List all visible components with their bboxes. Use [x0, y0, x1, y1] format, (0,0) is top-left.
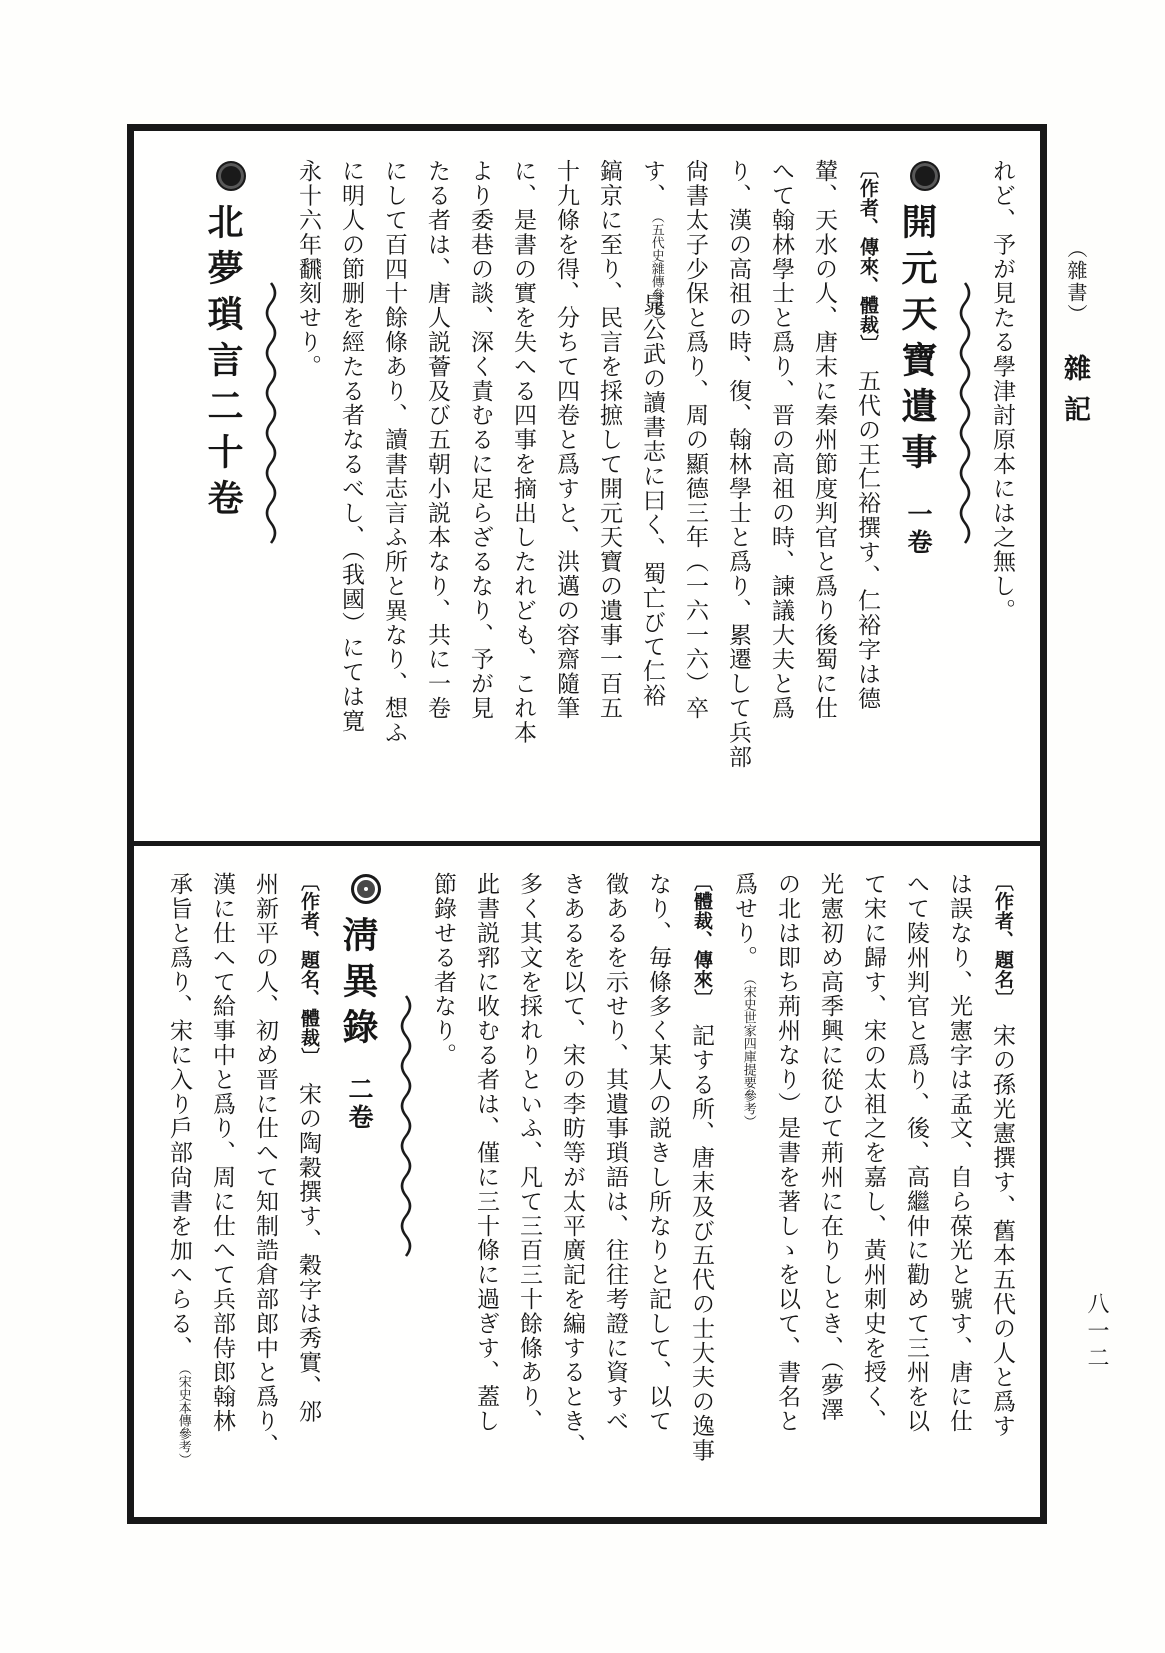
column-text: 此書説郛に收むる者は、僅に三十條に過ぎす、蓋し [474, 872, 499, 1434]
column-text: の北は即ち荊州なり）是書を著しゝを以て、書名と [775, 872, 800, 1434]
column-text: より委巷の談、深く責むるに足らざるなり、予が見 [468, 159, 493, 721]
column-text: 尙書太子少保と爲り、周の顯德三年（一六一六）卒 [683, 159, 708, 721]
column-text: 節錄せる者なり。 [431, 872, 456, 1068]
text-column [287, 159, 330, 823]
inline-annotation-note: （五代史雜傳參考） [649, 209, 665, 327]
entry-title-text: 淸異錄 [338, 916, 378, 1054]
text-column [637, 872, 680, 1503]
running-head-title: 雜記 [1060, 354, 1090, 436]
text-column [465, 872, 508, 1503]
running-head [1056, 238, 1095, 436]
column-text: へて翰林學士と爲り、晋の高祖の時、諫議大夫と爲 [769, 159, 794, 721]
wavy-divider [251, 159, 287, 823]
text-column [594, 872, 637, 1503]
text-column [674, 159, 717, 823]
text-column [459, 159, 502, 823]
inline-annotation-note: （宋史世家四庫提要參考） [741, 971, 757, 1128]
field-label: 〔作者、傳來、體裁〕 [857, 159, 878, 345]
column-text: 十九條を得、分ちて四卷と爲すと、洪邁の容齋隨筆 [554, 159, 579, 721]
section-top [134, 131, 1040, 841]
column-text: にして百四十餘條あり、讀書志言ふ所と異なり、想ふ [382, 159, 407, 745]
field-label: 〔作者、題名、體裁〕 [298, 872, 319, 1058]
column-text: 輦、天水の人、唐末に秦州節度判官と爲り後蜀に仕 [812, 159, 837, 721]
text-column [680, 872, 723, 1503]
wavy-divider [945, 159, 981, 823]
field-label: 〔體裁、傳來〕 [691, 872, 712, 999]
double-circle-mark-icon [351, 874, 381, 904]
text-column [330, 159, 373, 823]
text-frame [127, 124, 1047, 1524]
column-text: 承旨と爲り、宋に入り戶部尙書を加へらる、 [167, 872, 192, 1360]
column-text: す、 [640, 159, 665, 208]
text-column [766, 872, 809, 1503]
text-column [416, 159, 459, 823]
column-text: たる者は、唐人説薈及び五朝小説本なり、共に一卷 [425, 159, 450, 721]
text-column [809, 872, 852, 1503]
column-text: へて陵州判官と爲り、後、高繼仲に勸めて三州を以 [904, 872, 929, 1434]
column-text: 爲せり。 [732, 872, 757, 970]
wavy-divider [386, 872, 422, 1503]
column-text: 州新平の人、初め晋に仕へて知制誥倉部郎中と爲り、 [253, 872, 278, 1458]
text-column [551, 872, 594, 1503]
column-text: なり、毎條多く某人の説きし所なりと記して、以て [646, 872, 671, 1434]
column-text: 記する所、唐末及び五代の士大夫の逸事 [689, 999, 714, 1463]
text-column [981, 159, 1024, 823]
text-column [631, 159, 674, 823]
text-column [422, 872, 465, 1503]
column-text: 宋の孫光憲撰す、舊本五代の人と爲す [990, 999, 1015, 1439]
text-column [895, 872, 938, 1503]
entry-title-column [195, 159, 251, 823]
text-column [938, 872, 981, 1503]
entry-title-column [889, 159, 945, 823]
column-text: れど、予が見たる學津討原本には之無し。 [990, 159, 1015, 623]
column-text: 鎬京に至り、民言を採摭して開元天寶の遺事一百五 [597, 159, 622, 721]
text-column [981, 872, 1024, 1503]
black-circle-mark-icon [216, 161, 246, 191]
running-head-category: （雜書） [1064, 238, 1086, 326]
text-column [803, 159, 846, 823]
text-column [244, 872, 287, 1503]
column-text: 徵あるを示せり、其遺事瑣語は、往往考證に資すべ [603, 872, 628, 1434]
text-column [508, 872, 551, 1503]
column-text: に明人の節删を經たる者なるべし、（我國）にては寛 [339, 159, 364, 734]
text-column [545, 159, 588, 823]
text-column [723, 872, 766, 1503]
text-column [201, 872, 244, 1503]
entry-title-text: 開元天寶遺事 [897, 203, 937, 479]
column-text: り、漢の高祖の時、復、翰林學士と爲り、累遷して兵部 [726, 159, 751, 769]
text-column [846, 159, 889, 823]
text-column [158, 872, 201, 1503]
volume-label: 一卷 [904, 501, 931, 557]
text-column [287, 872, 330, 1503]
column-text: 晁公武の讀書志に曰く、蜀亡びて仁裕 [640, 292, 665, 708]
text-column [588, 159, 631, 823]
inline-annotation-note: （宋史本傳參考） [176, 1362, 192, 1466]
column-text: 漢に仕へて給事中と爲り、周に仕へて兵部侍郎翰林 [210, 872, 235, 1434]
column-text: て宋に歸す、宋の太祖之を嘉し、黃州刺史を授く、 [861, 872, 886, 1434]
column-text: に、是書の實を失へる四事を摘出したれども、これ本 [511, 159, 536, 745]
text-column [717, 159, 760, 823]
volume-label: 二卷 [345, 1076, 372, 1132]
column-text: 五代の王仁裕撰す、仁裕字は德 [855, 344, 880, 711]
text-column [760, 159, 803, 823]
page-number: 八一二 [1085, 1292, 1110, 1373]
entry-title-text: 北夢瑣言二十卷 [203, 203, 243, 525]
column-text: 宋の陶穀撰す、穀字は秀實、邠 [296, 1057, 321, 1424]
text-column [373, 159, 416, 823]
text-column [852, 872, 895, 1503]
column-text: は誤なり、光憲字は孟文、自ら葆光と號す、唐に仕 [947, 872, 972, 1434]
black-circle-mark-icon [910, 161, 940, 191]
column-text: きあるを以て、宋の李昉等が太平廣記を編するとき、 [560, 872, 585, 1458]
field-label: 〔作者、題名〕 [992, 872, 1013, 999]
column-text: 光憲初め高季興に從ひて荊州に在りしとき、（夢澤 [818, 872, 843, 1422]
text-column [502, 159, 545, 823]
entry-title-column [330, 872, 386, 1503]
column-text: 多く其文を採れりといふ、凡て三百三十餘條あり、 [517, 872, 542, 1434]
column-text: 永十六年飜刻せり。 [296, 159, 321, 379]
section-bottom [134, 846, 1040, 1517]
